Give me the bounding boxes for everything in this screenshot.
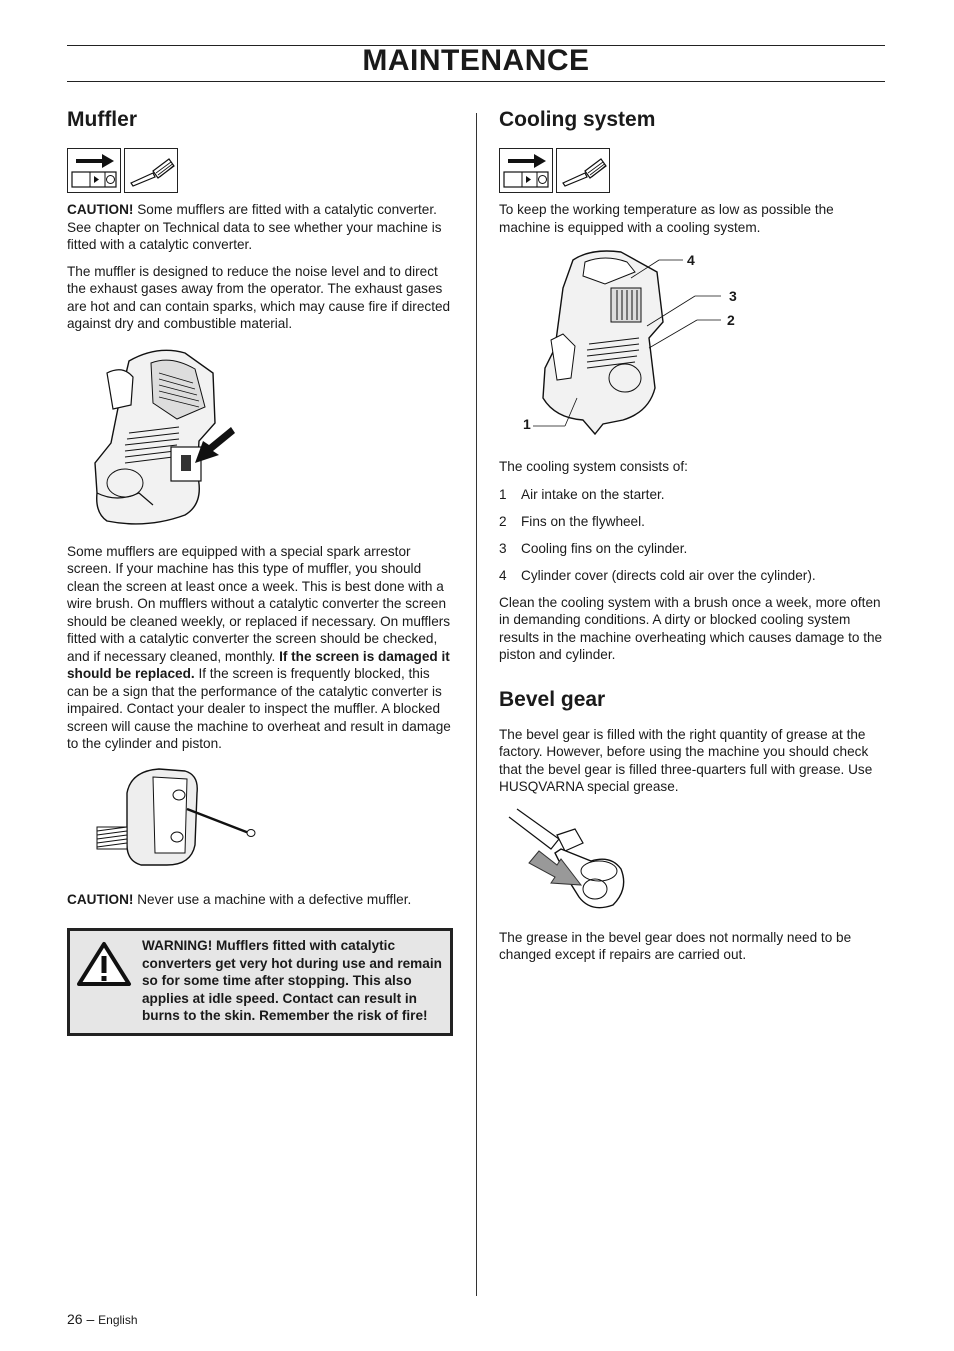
- caution-catalytic: CAUTION! Some mufflers are fitted with a catalytic converter. See chapter on Technical data to see whether your machine is fitted with a catalytic converter.: [67, 202, 442, 252]
- interval-arrow-icon: [67, 148, 121, 193]
- warning-text: WARNING! Mufflers fitted with catalytic converters get very hot during use and remain so for some time after stopping. This also applies at idle speed. Contact can result in burns to the skin. Remember the risk of fire!: [142, 938, 442, 1023]
- footer-language: English: [98, 1313, 138, 1327]
- muffler-symbols: [67, 148, 453, 193]
- bevel-gear-illustration: [499, 805, 885, 915]
- bevel-grease-change-text: The grease in the bevel gear does not normally need to be changed except if repairs are carried out.: [499, 929, 852, 962]
- spark-arrestor-text: Some mufflers are equipped with a special spark arrestor screen. If your machine has this type of muffler, you should clean the screen at least once a week. This is best done with a wire brush. On mufflers without a catalytic converter the screen should be cleaned weekly, or replaced if necessary. On mufflers fitted with a catalytic converter the screen should be checked, and if necessary cleaned, monthly. If the screen is damaged it should be replaced. If the screen is frequently blocked, this can be a sign that the performance of the catalytic converter is impaired. Contact your dealer to inspect the muffler. A blocked screen will cause the machine to overheat and result in damage to the cylinder and piston.: [67, 543, 451, 751]
- cooling-symbols: [499, 148, 885, 193]
- callout-2: 2: [727, 312, 735, 328]
- list-item: 3 Cooling fins on the cylinder.: [499, 540, 688, 556]
- list-item: 2 Fins on the flywheel.: [499, 513, 645, 529]
- interval-arrow-icon: [499, 148, 553, 193]
- muffler-engine-illustration: [67, 343, 453, 531]
- cooling-engine-illustration: [499, 248, 885, 444]
- brush-icon: [556, 148, 610, 193]
- cooling-component-list: [499, 486, 885, 585]
- brush-icon: [124, 148, 178, 193]
- warning-box: [67, 928, 453, 1036]
- callout-4: 4: [687, 252, 695, 268]
- bevel-heading: Bevel gear: [499, 687, 606, 711]
- page-footer: [67, 1311, 138, 1327]
- cooling-intro-text: To keep the working temperature as low as possible the machine is equipped with a cooling system.: [499, 202, 834, 235]
- callout-1: 1: [523, 416, 531, 432]
- muffler-screen-illustration: [67, 765, 453, 877]
- list-item: 4 Cylinder cover (directs cold air over the cylinder).: [499, 567, 816, 583]
- bevel-grease-text: The bevel gear is filled with the right quantity of grease at the factory. However, before using the machine you should check that the bevel gear is filled three-quarters full with grease. Use HUSQVARNA special grease.: [499, 726, 873, 794]
- callout-3: 3: [729, 288, 737, 304]
- header-rule-bottom: [67, 81, 885, 82]
- muffler-section: [67, 106, 453, 1036]
- cooling-consists-text: The cooling system consists of:: [499, 459, 688, 474]
- page-title: MAINTENANCE: [362, 44, 590, 77]
- page-number: 26 –: [67, 1311, 99, 1327]
- cooling-section: [499, 106, 885, 973]
- warning-triangle-icon: [76, 941, 132, 992]
- list-item: 1 Air intake on the starter.: [499, 486, 665, 502]
- cooling-heading: Cooling system: [499, 108, 656, 131]
- caution-defective-muffler: CAUTION! Never use a machine with a defective muffler.: [67, 891, 412, 907]
- column-divider: [476, 113, 477, 1296]
- muffler-heading: Muffler: [67, 108, 137, 131]
- cooling-cleaning-text: Clean the cooling system with a brush once a week, more often in demanding conditions. A dirty or blocked cooling system results in the machine overheating which causes damage to the piston and cylinder.: [499, 594, 883, 662]
- muffler-purpose-text: The muffler is designed to reduce the noise level and to direct the exhaust gases away from the operator. The exhaust gases are hot and can contain sparks, which may cause fire if directed against dry and combustible material.: [67, 263, 451, 331]
